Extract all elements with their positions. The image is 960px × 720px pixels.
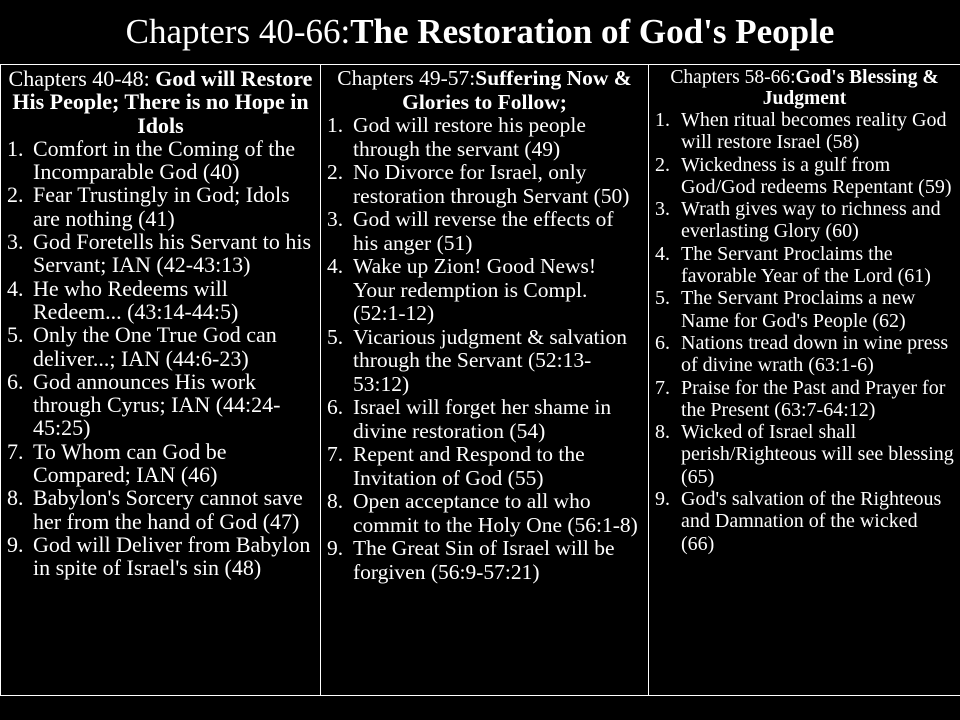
item-number: 7. bbox=[7, 438, 24, 464]
list-item bbox=[655, 377, 954, 422]
item-text: Wake up Zion! Good News! Your redemption is Compl. (52:1-12) bbox=[353, 254, 597, 325]
list-item bbox=[655, 109, 954, 154]
item-number: 7. bbox=[655, 376, 670, 399]
item-text: God will Deliver from Babylon in spite of Israel's sin (48) bbox=[33, 531, 311, 581]
item-number: 5. bbox=[655, 287, 670, 310]
list-item bbox=[327, 255, 642, 326]
slide-title bbox=[0, 6, 960, 58]
list-item bbox=[327, 114, 642, 161]
item-text: Babylon's Sorcery cannot save her from the hand of God (47) bbox=[33, 485, 303, 534]
item-number: 9. bbox=[327, 536, 344, 560]
item-number: 3. bbox=[327, 207, 344, 231]
column-header-bold: God will Restore His People; There is no Hope in Idols bbox=[12, 66, 313, 138]
item-text: To Whom can God be Compared; IAN (46) bbox=[33, 438, 227, 488]
list-item bbox=[7, 440, 314, 487]
list-item bbox=[7, 230, 314, 277]
list-item bbox=[655, 154, 954, 199]
item-text: Wicked of Israel shall perish/Righteous will see blessing (65) bbox=[681, 421, 954, 488]
list-item bbox=[655, 287, 954, 332]
column-header bbox=[327, 67, 642, 114]
chapter-list bbox=[327, 114, 642, 584]
column-chapters-40-48 bbox=[1, 65, 321, 696]
item-number: 8. bbox=[327, 489, 344, 513]
column-chapters-58-66 bbox=[649, 65, 960, 696]
item-number: 3. bbox=[655, 198, 670, 221]
item-number: 2. bbox=[655, 153, 670, 176]
item-text: When ritual becomes reality God will restore Israel (58) bbox=[681, 109, 947, 154]
list-item bbox=[327, 396, 642, 443]
chapter-list bbox=[7, 137, 314, 580]
column-header bbox=[7, 67, 314, 137]
list-item bbox=[327, 443, 642, 490]
item-text: He who Redeems will Redeem... (43:14-44:5) bbox=[33, 275, 239, 324]
item-number: 5. bbox=[7, 322, 24, 348]
item-text: Repent and Respond to the Invitation of God (55) bbox=[353, 442, 585, 490]
item-text: The Great Sin of Israel will be forgiven (56:9-57:21) bbox=[353, 536, 615, 584]
list-item bbox=[7, 277, 314, 324]
list-item bbox=[327, 490, 642, 537]
chapters-table bbox=[0, 64, 960, 696]
list-item bbox=[327, 161, 642, 208]
item-text: The Servant Proclaims the favorable Year of the Lord (61) bbox=[681, 242, 931, 288]
list-item bbox=[7, 183, 314, 230]
list-item bbox=[655, 488, 954, 555]
list-item bbox=[327, 326, 642, 397]
item-number: 9. bbox=[655, 488, 670, 511]
slide-title-plain: Chapters 40-66: bbox=[125, 12, 351, 51]
item-text: God announces His work through Cyrus; IAN (44:24-45:25) bbox=[33, 368, 281, 441]
list-item bbox=[327, 537, 642, 584]
item-number: 7. bbox=[327, 442, 344, 466]
list-item bbox=[7, 137, 314, 184]
slide-title-bold: The Restoration of God's People bbox=[350, 12, 835, 51]
item-number: 5. bbox=[327, 324, 344, 349]
item-number: 2. bbox=[327, 160, 344, 184]
column-chapters-49-57 bbox=[321, 65, 649, 696]
item-text: Israel will forget her shame in divine restoration (54) bbox=[353, 395, 612, 443]
item-number: 9. bbox=[7, 531, 24, 557]
item-text: Open acceptance to all who commit to the Holy One (56:1-8) bbox=[353, 489, 638, 537]
item-text: Wrath gives way to richness and everlasting Glory (60) bbox=[681, 198, 941, 243]
item-number: 4. bbox=[655, 242, 670, 265]
item-text: Wickedness is a gulf from God/God redeems Repentant (59) bbox=[681, 153, 952, 198]
list-item bbox=[655, 198, 954, 243]
list-item bbox=[655, 332, 954, 377]
item-text: God Foretells his Servant to his Servant; IAN (42-43:13) bbox=[33, 229, 312, 278]
item-number: 4. bbox=[7, 275, 24, 301]
column-header-plain: Chapters 40-48: bbox=[8, 66, 156, 91]
item-number: 6. bbox=[7, 368, 24, 394]
column-header-bold: Suffering Now & Glories to Follow; bbox=[402, 66, 632, 114]
item-text: Fear Trustingly in God; Idols are nothing (41) bbox=[33, 182, 290, 231]
item-number: 4. bbox=[327, 254, 344, 278]
item-text: God's salvation of the Righteous and Damnation of the wicked (66) bbox=[681, 488, 942, 555]
column-header bbox=[655, 67, 954, 109]
list-item bbox=[7, 486, 314, 533]
column-header-bold: God's Blessing & Judgment bbox=[762, 67, 939, 109]
item-number: 6. bbox=[327, 395, 344, 419]
item-text: Vicarious judgment & salvation through the Servant (52:13-53:12) bbox=[353, 324, 627, 396]
item-text: The Servant Proclaims a new Name for God's People (62) bbox=[681, 287, 916, 332]
item-number: 8. bbox=[655, 421, 670, 444]
list-item bbox=[7, 533, 314, 580]
item-number: 1. bbox=[655, 109, 670, 131]
column-header-plain: Chapters 58-66: bbox=[670, 67, 796, 88]
item-number: 1. bbox=[7, 135, 24, 161]
item-number: 6. bbox=[655, 331, 670, 354]
list-item bbox=[7, 323, 314, 370]
list-item bbox=[327, 208, 642, 255]
list-item bbox=[7, 370, 314, 440]
item-text: God will reverse the effects of his anger (51) bbox=[353, 207, 614, 255]
list-item bbox=[655, 243, 954, 288]
column-header-plain: Chapters 49-57: bbox=[337, 66, 476, 90]
item-text: God will restore his people through the servant (49) bbox=[353, 113, 586, 161]
item-number: 1. bbox=[327, 113, 344, 137]
chapter-list bbox=[655, 109, 954, 555]
item-number: 3. bbox=[7, 229, 24, 255]
item-text: No Divorce for Israel, only restoration through Servant (50) bbox=[353, 160, 630, 208]
item-number: 8. bbox=[7, 485, 24, 511]
item-text: Only the One True God can deliver...; IAN (44:6-23) bbox=[33, 322, 277, 371]
item-number: 2. bbox=[7, 182, 24, 208]
item-text: Nations tread down in wine press of divine wrath (63:1-6) bbox=[681, 331, 949, 377]
item-text: Praise for the Past and Prayer for the Present (63:7-64:12) bbox=[681, 376, 946, 421]
item-text: Comfort in the Coming of the Incomparable God (40) bbox=[33, 135, 296, 185]
list-item bbox=[655, 421, 954, 488]
